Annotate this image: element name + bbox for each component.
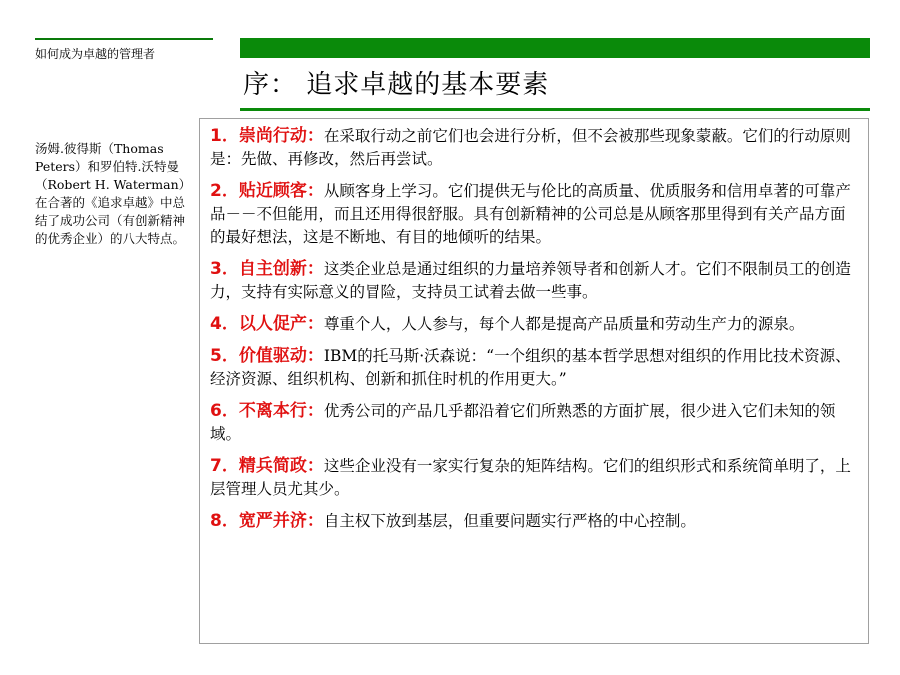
list-item [210, 455, 858, 501]
corner-title: 如何成为卓越的管理者 [35, 47, 156, 61]
item-heading: 8．宽严并济： [210, 511, 324, 531]
item-heading: 3．自主创新： [210, 259, 324, 279]
list-item [210, 400, 858, 446]
item-text: 尊重个人，人人参与，每个人都是提高产品质量和劳动生产力的源泉。 [323, 315, 805, 333]
item-heading: 4．以人促产： [210, 314, 324, 334]
title-bar [240, 38, 870, 58]
item-text: 在采取行动之前它们也会进行分析，但不会被那些现象蒙蔽。它们的行动原则是：先做、再修改，然后再尝试。 [210, 127, 851, 168]
item-heading: 1．崇尚行动： [210, 126, 324, 146]
item-heading: 6．不离本行： [210, 401, 324, 421]
title-rule [240, 108, 870, 111]
list-item [210, 125, 858, 171]
content-box [199, 118, 869, 644]
slide-title: 序： 追求卓越的基本要素 [243, 70, 550, 100]
item-text: 自主权下放到基层，但重要问题实行严格的中心控制。 [323, 512, 696, 530]
item-text: 从顾客身上学习。它们提供无与伦比的高质量、优质服务和信用卓著的可靠产品－－不但能用，而且还用得很舒服。具有创新精神的公司总是从顾客那里得到有关产品方面的最好想法，这是不断地、有目的地倾听的结果。 [210, 182, 851, 246]
item-heading: 5．价值驱动： [210, 346, 324, 366]
list-item [210, 510, 858, 533]
list-item [210, 258, 858, 304]
item-text: 优秀公司的产品几乎都沿着它们所熟悉的方面扩展，很少进入它们未知的领域。 [210, 402, 836, 443]
corner-rule [35, 38, 213, 40]
item-text: 这些企业没有一家实行复杂的矩阵结构。它们的组织形式和系统简单明了，上层管理人员尤其少。 [210, 457, 851, 498]
side-note: 汤姆.彼得斯（Thomas Peters）和罗伯特.沃特曼（Robert H. Waterman）在合著的《追求卓越》中总结了成功公司（有创新精神的优秀企业）的八大特点。 [35, 141, 186, 246]
item-heading: 7．精兵简政： [210, 456, 324, 476]
item-heading: 2．贴近顾客： [210, 181, 324, 201]
list-item [210, 313, 858, 336]
list-item [210, 345, 858, 391]
list-item [210, 180, 858, 249]
item-text: 这类企业总是通过组织的力量培养领导者和创新人才。它们不限制员工的创造力，支持有实际意义的冒险，支持员工试着去做一些事。 [210, 260, 851, 301]
item-text: IBM的托马斯·沃森说：“一个组织的基本哲学思想对组织的作用比技术资源、经济资源、组织机构、创新和抓住时机的作用更大。” [210, 347, 851, 388]
